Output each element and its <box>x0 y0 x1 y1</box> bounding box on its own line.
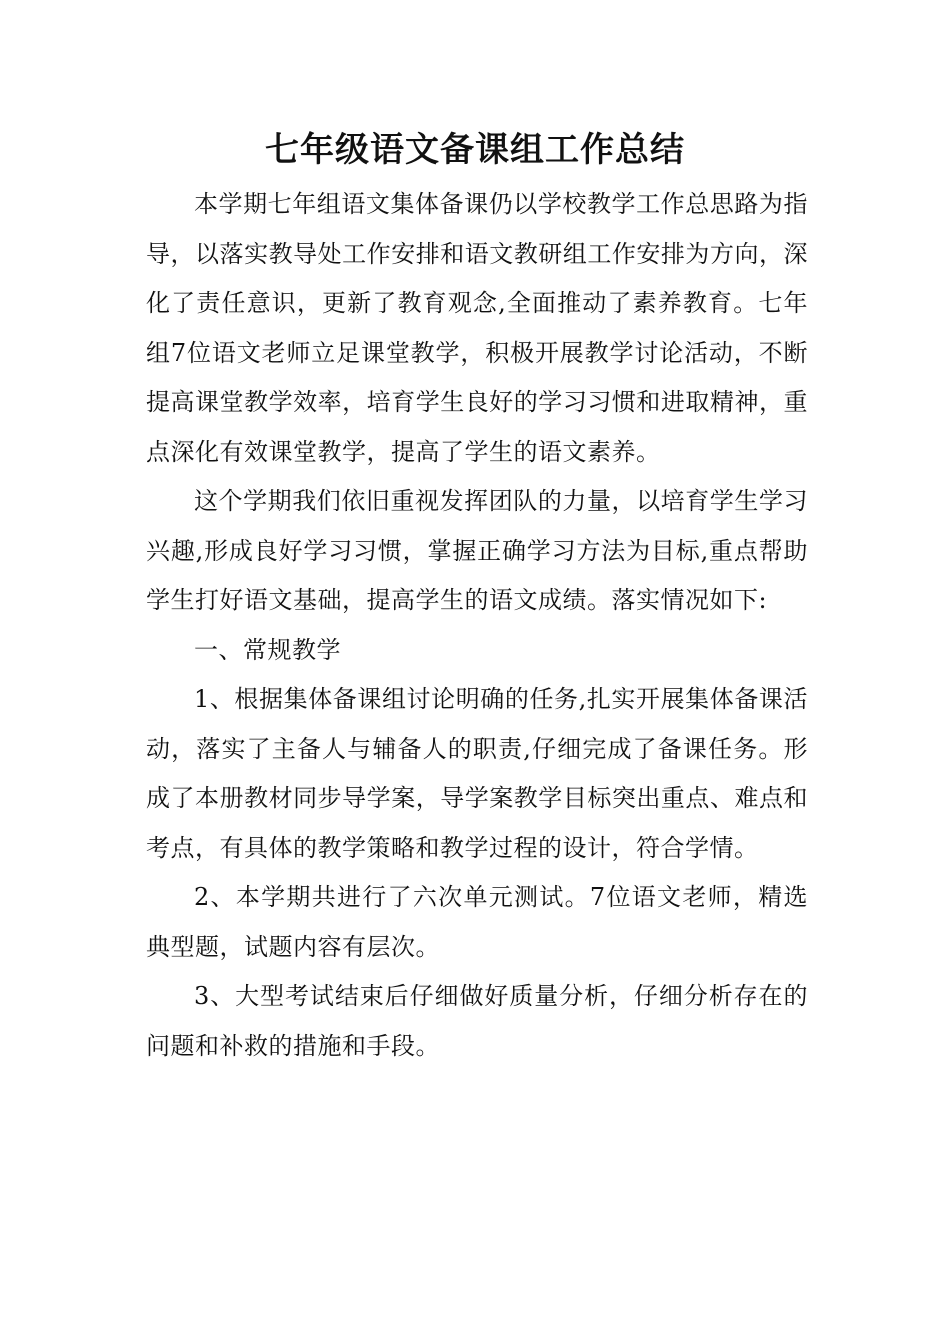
paragraph-goals: 这个学期我们依旧重视发挥团队的力量，以培育学生学习兴趣,形成良好学习习惯，掌握正确学习方法为目标,重点帮助学生打好语文基础，提高学生的语文成绩。落实情况如下: <box>146 487 808 614</box>
paragraph-item-3: 3、大型考试结束后仔细做好质量分析，仔细分析存在的问题和补救的措施和手段。 <box>146 982 808 1060</box>
paragraph-intro: 本学期七年组语文集体备课仍以学校教学工作总思路为指导，以落实教导处工作安排和语文教研组工作安排为方向，深化了责任意识，更新了教育观念,全面推动了素养教育。七年组7位语文老师立足课堂教学，积极开展教学讨论活动，不断提高课堂教学效率，培育学生良好的学习习惯和进取精神，重点深化有效课堂教学，提高了学生的语文素养。 <box>146 190 808 466</box>
section-heading-routine-teaching: 一、常规教学 <box>194 635 341 664</box>
paragraph-item-2: 2、本学期共进行了六次单元测试。7位语文老师，精选典型题，试题内容有层次。 <box>146 883 808 961</box>
paragraph-item-1: 1、根据集体备课组讨论明确的任务,扎实开展集体备课活动，落实了主备人与辅备人的职责,仔细完成了备课任务。形成了本册教材同步导学案，导学案教学目标突出重点、难点和考点，有具体的教学策略和教学过程的设计，符合学情。 <box>146 685 808 862</box>
document-title: 七年级语文备课组工作总结 <box>265 130 685 170</box>
document-body <box>146 180 808 1071</box>
